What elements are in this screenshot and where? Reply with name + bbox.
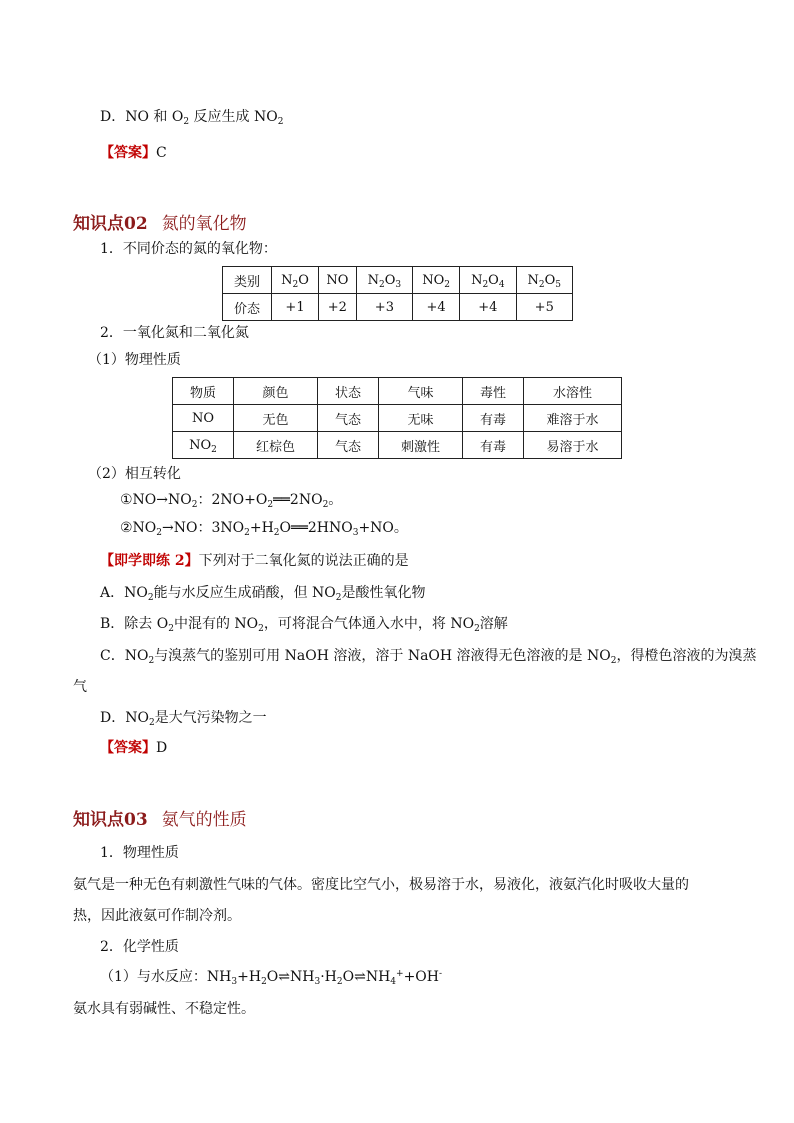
- substance-cell: $NO_2$: [173, 432, 234, 459]
- s2-sub-1: （1）物理性质: [88, 352, 181, 368]
- s3-water-reaction: （1）与水反应：$NH_3+H_2O\rightleftharpoons NH_3\cdot H_2O\rightleftharpoons NH_4^++OH^-$: [100, 969, 443, 987]
- q1-answer: [100, 144, 167, 162]
- property-cell: 刺激性: [379, 432, 463, 459]
- property-cell: 气态: [318, 432, 379, 459]
- valence-cell: +3: [356, 294, 412, 321]
- property-cell: 红棕色: [234, 432, 318, 459]
- s3-item-2: 2．化学性质: [100, 939, 179, 955]
- valence-cell: +1: [272, 294, 319, 321]
- valence-table-row-category: [223, 267, 573, 294]
- properties-table: [172, 377, 622, 459]
- valence-header-valence: 价态: [223, 294, 272, 321]
- property-cell: 难溶于水: [524, 405, 622, 432]
- properties-header-cell: 物质: [173, 378, 234, 405]
- properties-header-cell: 毒性: [463, 378, 524, 405]
- properties-header-cell: 状态: [318, 378, 379, 405]
- oxide-cell: $NO_2$: [413, 267, 460, 294]
- valence-table-row-valence: [223, 294, 573, 321]
- property-cell: 无味: [379, 405, 463, 432]
- s3-item-1: 1．物理性质: [100, 845, 179, 861]
- properties-header-row: [173, 378, 622, 405]
- section-heading-03: 知识点03 氨气的性质: [73, 810, 247, 830]
- oxide-cell: $N_2O$: [272, 267, 319, 294]
- q1-option-d: D．NO 和 $O_2$ 反应生成 $NO_2$: [100, 109, 284, 127]
- answer-tag: 【答案】: [100, 740, 156, 756]
- practice-2-option-b: B．除去 $O_2$中混有的 $NO_2$，可将混合气体通入水中，将 $NO_2$溶解: [100, 616, 508, 634]
- s2-item-1: 1．不同价态的氮的氧化物：: [100, 241, 277, 257]
- practice-tag: 【即学即练 2】: [100, 553, 199, 569]
- valence-cell: +4: [460, 294, 516, 321]
- valence-table: [222, 266, 573, 321]
- properties-header-cell: 水溶性: [524, 378, 622, 405]
- practice-2-answer: [100, 739, 167, 757]
- practice-2-option-d: D．$NO_2$是大气污染物之一: [100, 710, 267, 728]
- practice-2-option-c: C．$NO_2$与溴蒸气的鉴别可用 NaOH 溶液，溶于 NaOH 溶液得无色溶液的是 $NO_2$，得橙色溶液的为溴蒸: [100, 648, 757, 666]
- properties-header-cell: 颜色: [234, 378, 318, 405]
- s3-paragraph-line-1: 氨气是一种无色有刺激性气味的气体。密度比空气小，极易溶于水，易液化，液氨汽化时吸收大量的: [73, 877, 689, 893]
- s2-sub-2: （2）相互转化: [88, 466, 181, 482]
- s3-paragraph-line-2: 热，因此液氨可作制冷剂。: [73, 908, 241, 924]
- practice-2-option-a: A．$NO_2$能与水反应生成硝酸，但 $NO_2$是酸性氧化物: [100, 585, 426, 603]
- practice-2-option-c-cont: 气: [73, 679, 87, 695]
- property-cell: 气态: [318, 405, 379, 432]
- practice-2-stem: 【即学即练 2】下列对于二氧化氮的说法正确的是: [100, 553, 409, 569]
- oxide-cell: $N_2O_4$: [460, 267, 516, 294]
- answer-value: D: [156, 740, 168, 756]
- property-cell: 有毒: [463, 432, 524, 459]
- substance-cell: NO: [173, 405, 234, 432]
- conversion-2: $②NO_2\to NO$：$3NO_2+H_2O══2HNO_3+NO$。: [120, 520, 408, 538]
- oxide-cell: $N_2O_3$: [356, 267, 412, 294]
- property-cell: 有毒: [463, 405, 524, 432]
- valence-header-category: 类别: [223, 267, 272, 294]
- valence-cell: +4: [413, 294, 460, 321]
- oxide-cell: NO: [319, 267, 357, 294]
- answer-tag: 【答案】: [100, 145, 156, 161]
- oxide-cell: $N_2O_5$: [516, 267, 572, 294]
- s2-item-2: 2．一氧化氮和二氧化氮: [100, 325, 249, 341]
- properties-row-no: [173, 405, 622, 432]
- conversion-1: $①NO\to NO_2$：$2NO+O_2══2NO_2$。: [120, 492, 343, 510]
- valence-cell: +5: [516, 294, 572, 321]
- property-cell: 易溶于水: [524, 432, 622, 459]
- section-heading-02: 知识点02 氮的氧化物: [73, 214, 247, 234]
- properties-row-no2: [173, 432, 622, 459]
- s3-ammonia-water-note: 氨水具有弱碱性、不稳定性。: [73, 1001, 255, 1017]
- properties-header-cell: 气味: [379, 378, 463, 405]
- answer-value: C: [156, 145, 167, 161]
- property-cell: 无色: [234, 405, 318, 432]
- valence-cell: +2: [319, 294, 357, 321]
